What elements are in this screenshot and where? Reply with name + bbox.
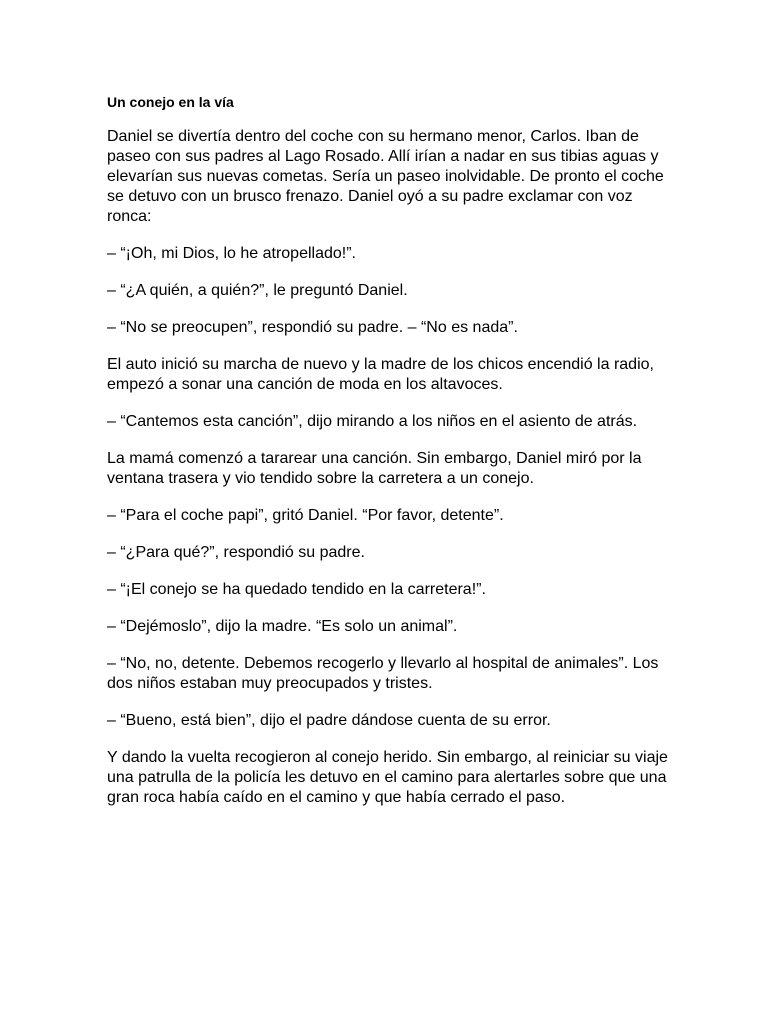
paragraph-13: – “Bueno, está bien”, dijo el padre dándose cuenta de su error. bbox=[107, 712, 551, 729]
paragraph-7: La mamá comenzó a tararear una canción. Sin embargo, Daniel miró por la ventana trasera y vio tendido sobre la carretera a un conejo. bbox=[107, 450, 642, 487]
document-body bbox=[107, 92, 672, 825]
paragraph-11: – “Dejémoslo”, dijo la madre. “Es solo un animal”. bbox=[107, 618, 458, 635]
paragraph-1: Daniel se divertía dentro del coche con su hermano menor, Carlos. Iban de paseo con sus padres al Lago Rosado. Allí irían a nadar en sus tibias aguas y elevarían sus nuevas cometas. Sería un paseo inolvidable. De pronto el coche se detuvo con un brusco frenazo. Daniel oyó a su padre exclamar con voz ronca: bbox=[107, 128, 664, 225]
paragraph-2: – “¡Oh, mi Dios, lo he atropellado!”. bbox=[107, 245, 356, 262]
document-title: Un conejo en la vía bbox=[107, 94, 234, 110]
paragraph-4: – “No se preocupen”, respondió su padre. – “No es nada”. bbox=[107, 319, 518, 336]
paragraph-8: – “Para el coche papi”, gritó Daniel. “Por favor, detente”. bbox=[107, 507, 504, 524]
paragraph-5: El auto inició su marcha de nuevo y la madre de los chicos encendió la radio, empezó a sonar una canción de moda en los altavoces. bbox=[107, 356, 654, 393]
paragraph-3: – “¿A quién, a quién?”, le preguntó Daniel. bbox=[107, 282, 408, 299]
paragraph-9: – “¿Para qué?”, respondió su padre. bbox=[107, 544, 365, 561]
paragraph-12: – “No, no, detente. Debemos recogerlo y llevarlo al hospital de animales”. Los dos niños estaban muy preocupados y tristes. bbox=[107, 655, 659, 692]
paragraph-6: – “Cantemos esta canción”, dijo mirando a los niños en el asiento de atrás. bbox=[107, 413, 638, 430]
paragraph-10: – “¡El conejo se ha quedado tendido en la carretera!”. bbox=[107, 581, 486, 598]
paragraph-14: Y dando la vuelta recogieron al conejo herido. Sin embargo, al reiniciar su viaje una patrulla de la policía les detuvo en el camino para alertarles sobre que una gran roca había caído en el camino y que había cerrado el paso. bbox=[107, 749, 668, 806]
